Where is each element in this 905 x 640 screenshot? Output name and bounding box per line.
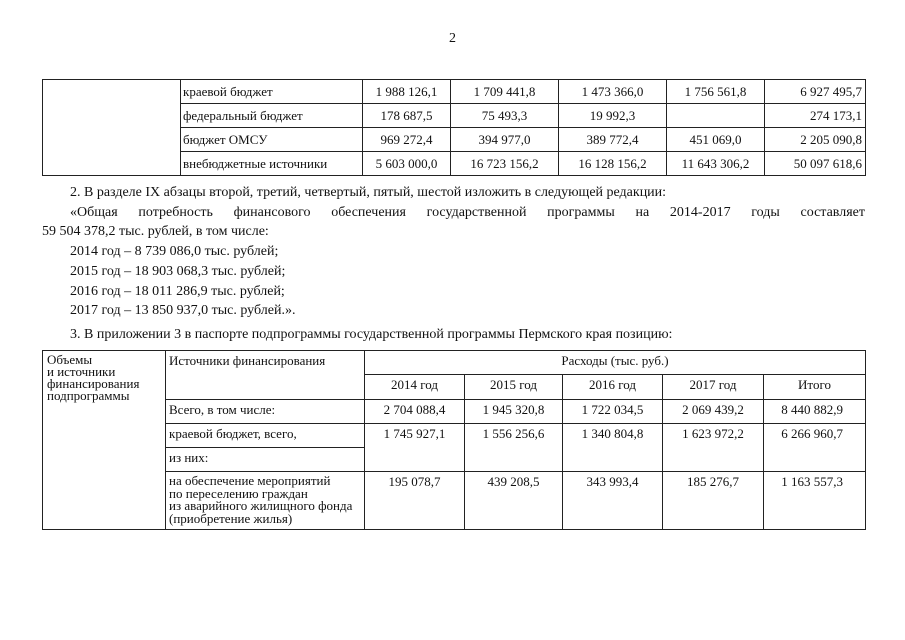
- value-2016: 19 992,3: [559, 104, 667, 128]
- subprogram-financing-table: [42, 350, 866, 530]
- paragraph-appendix-3: 3. В приложении 3 в паспорте подпрограммы государственной программы Пермского края позицию:: [70, 327, 673, 342]
- value-2014: 178 687,5: [363, 104, 451, 128]
- value-2014: 195 078,7: [365, 472, 465, 530]
- source-label: краевой бюджет: [181, 80, 363, 104]
- area-label-line: подпрограммы: [47, 388, 130, 403]
- value-2017: 451 069,0: [667, 128, 765, 152]
- label-line: (приобретение жилья): [169, 510, 293, 526]
- area-label-line: Объемы: [47, 352, 93, 367]
- value-2015: 1 709 441,8: [451, 80, 559, 104]
- expenses-header: Расходы (тыс. руб.): [365, 351, 866, 375]
- table-header-row: [43, 351, 866, 375]
- area-label-line: и источники: [47, 364, 116, 379]
- sources-header: Источники финансирования: [166, 351, 365, 400]
- value-2017: 2 069 439,2: [663, 400, 764, 424]
- year-2015-amount: 2015 год – 18 903 068,3 тыс. рублей;: [70, 264, 286, 279]
- value-2016: 1 473 366,0: [559, 80, 667, 104]
- value-2016: 343 993,4: [563, 472, 663, 530]
- value-2016: 1 340 804,8: [563, 424, 663, 472]
- year-header-2014: 2014 год: [365, 375, 465, 400]
- value-2015: 439 208,5: [465, 472, 563, 530]
- value-2015: 1 556 256,6: [465, 424, 563, 472]
- value-2015: 394 977,0: [451, 128, 559, 152]
- table-row: [43, 80, 866, 104]
- source-label: из них:: [166, 448, 365, 472]
- year-2014-amount: 2014 год – 8 739 086,0 тыс. рублей;: [70, 244, 279, 259]
- year-header-2016: 2016 год: [563, 375, 663, 400]
- value-2014: 969 272,4: [363, 128, 451, 152]
- source-label: [166, 472, 365, 530]
- value-2016: 1 722 034,5: [563, 400, 663, 424]
- budget-sources-table: [42, 79, 866, 176]
- value-total: 50 097 618,6: [765, 152, 866, 176]
- label-line: на обеспечение мероприятий: [169, 473, 331, 488]
- source-label: Всего, в том числе:: [166, 400, 365, 424]
- year-2017-amount: 2017 год – 13 850 937,0 тыс. рублей.».: [70, 303, 296, 318]
- value-total: 8 440 882,9: [764, 400, 866, 424]
- table-row: [43, 472, 866, 530]
- table-row: [43, 424, 866, 448]
- value-total: 2 205 090,8: [765, 128, 866, 152]
- label-line: по переселению граждан: [169, 485, 308, 501]
- year-header-2017: 2017 год: [663, 375, 764, 400]
- paragraph-total-need-line2: 59 504 378,2 тыс. рублей, в том числе:: [42, 224, 269, 239]
- value-total: 274 173,1: [765, 104, 866, 128]
- paragraph-total-need-line1: «Общая потребность финансового обеспечения государственной программы на 2014-2017 годы составляет: [70, 205, 865, 220]
- year-header-total: Итого: [764, 375, 866, 400]
- year-header-2015: 2015 год: [465, 375, 563, 400]
- source-label: федеральный бюджет: [181, 104, 363, 128]
- value-total: 6 266 960,7: [764, 424, 866, 472]
- financing-area-label: [43, 351, 166, 530]
- value-2014: 1 745 927,1: [365, 424, 465, 472]
- value-2017: 1 756 561,8: [667, 80, 765, 104]
- source-label: внебюджетные источники: [181, 152, 363, 176]
- table-row: [43, 400, 866, 424]
- source-label: краевой бюджет, всего,: [166, 424, 365, 448]
- value-2017: 1 623 972,2: [663, 424, 764, 472]
- area-label-line: финансирования: [47, 376, 140, 391]
- empty-merged-cell: [43, 80, 181, 176]
- value-2016: 389 772,4: [559, 128, 667, 152]
- value-2014: 1 988 126,1: [363, 80, 451, 104]
- value-2015: 16 723 156,2: [451, 152, 559, 176]
- value-2017: [667, 104, 765, 128]
- value-total: 6 927 495,7: [765, 80, 866, 104]
- paragraph-section-ix: 2. В разделе IX абзацы второй, третий, четвертый, пятый, шестой изложить в следующей редакции:: [70, 185, 667, 200]
- value-2017: 185 276,7: [663, 472, 764, 530]
- value-2017: 11 643 306,2: [667, 152, 765, 176]
- year-2016-amount: 2016 год – 18 011 286,9 тыс. рублей;: [70, 284, 285, 299]
- value-2015: 1 945 320,8: [465, 400, 563, 424]
- value-total: 1 163 557,3: [764, 472, 866, 530]
- value-2016: 16 128 156,2: [559, 152, 667, 176]
- value-2015: 75 493,3: [451, 104, 559, 128]
- value-2014: 5 603 000,0: [363, 152, 451, 176]
- label-line: из аварийного жилищного фонда: [169, 498, 353, 513]
- value-2014: 2 704 088,4: [365, 400, 465, 424]
- source-label: бюджет ОМСУ: [181, 128, 363, 152]
- page-number: 2: [449, 31, 456, 46]
